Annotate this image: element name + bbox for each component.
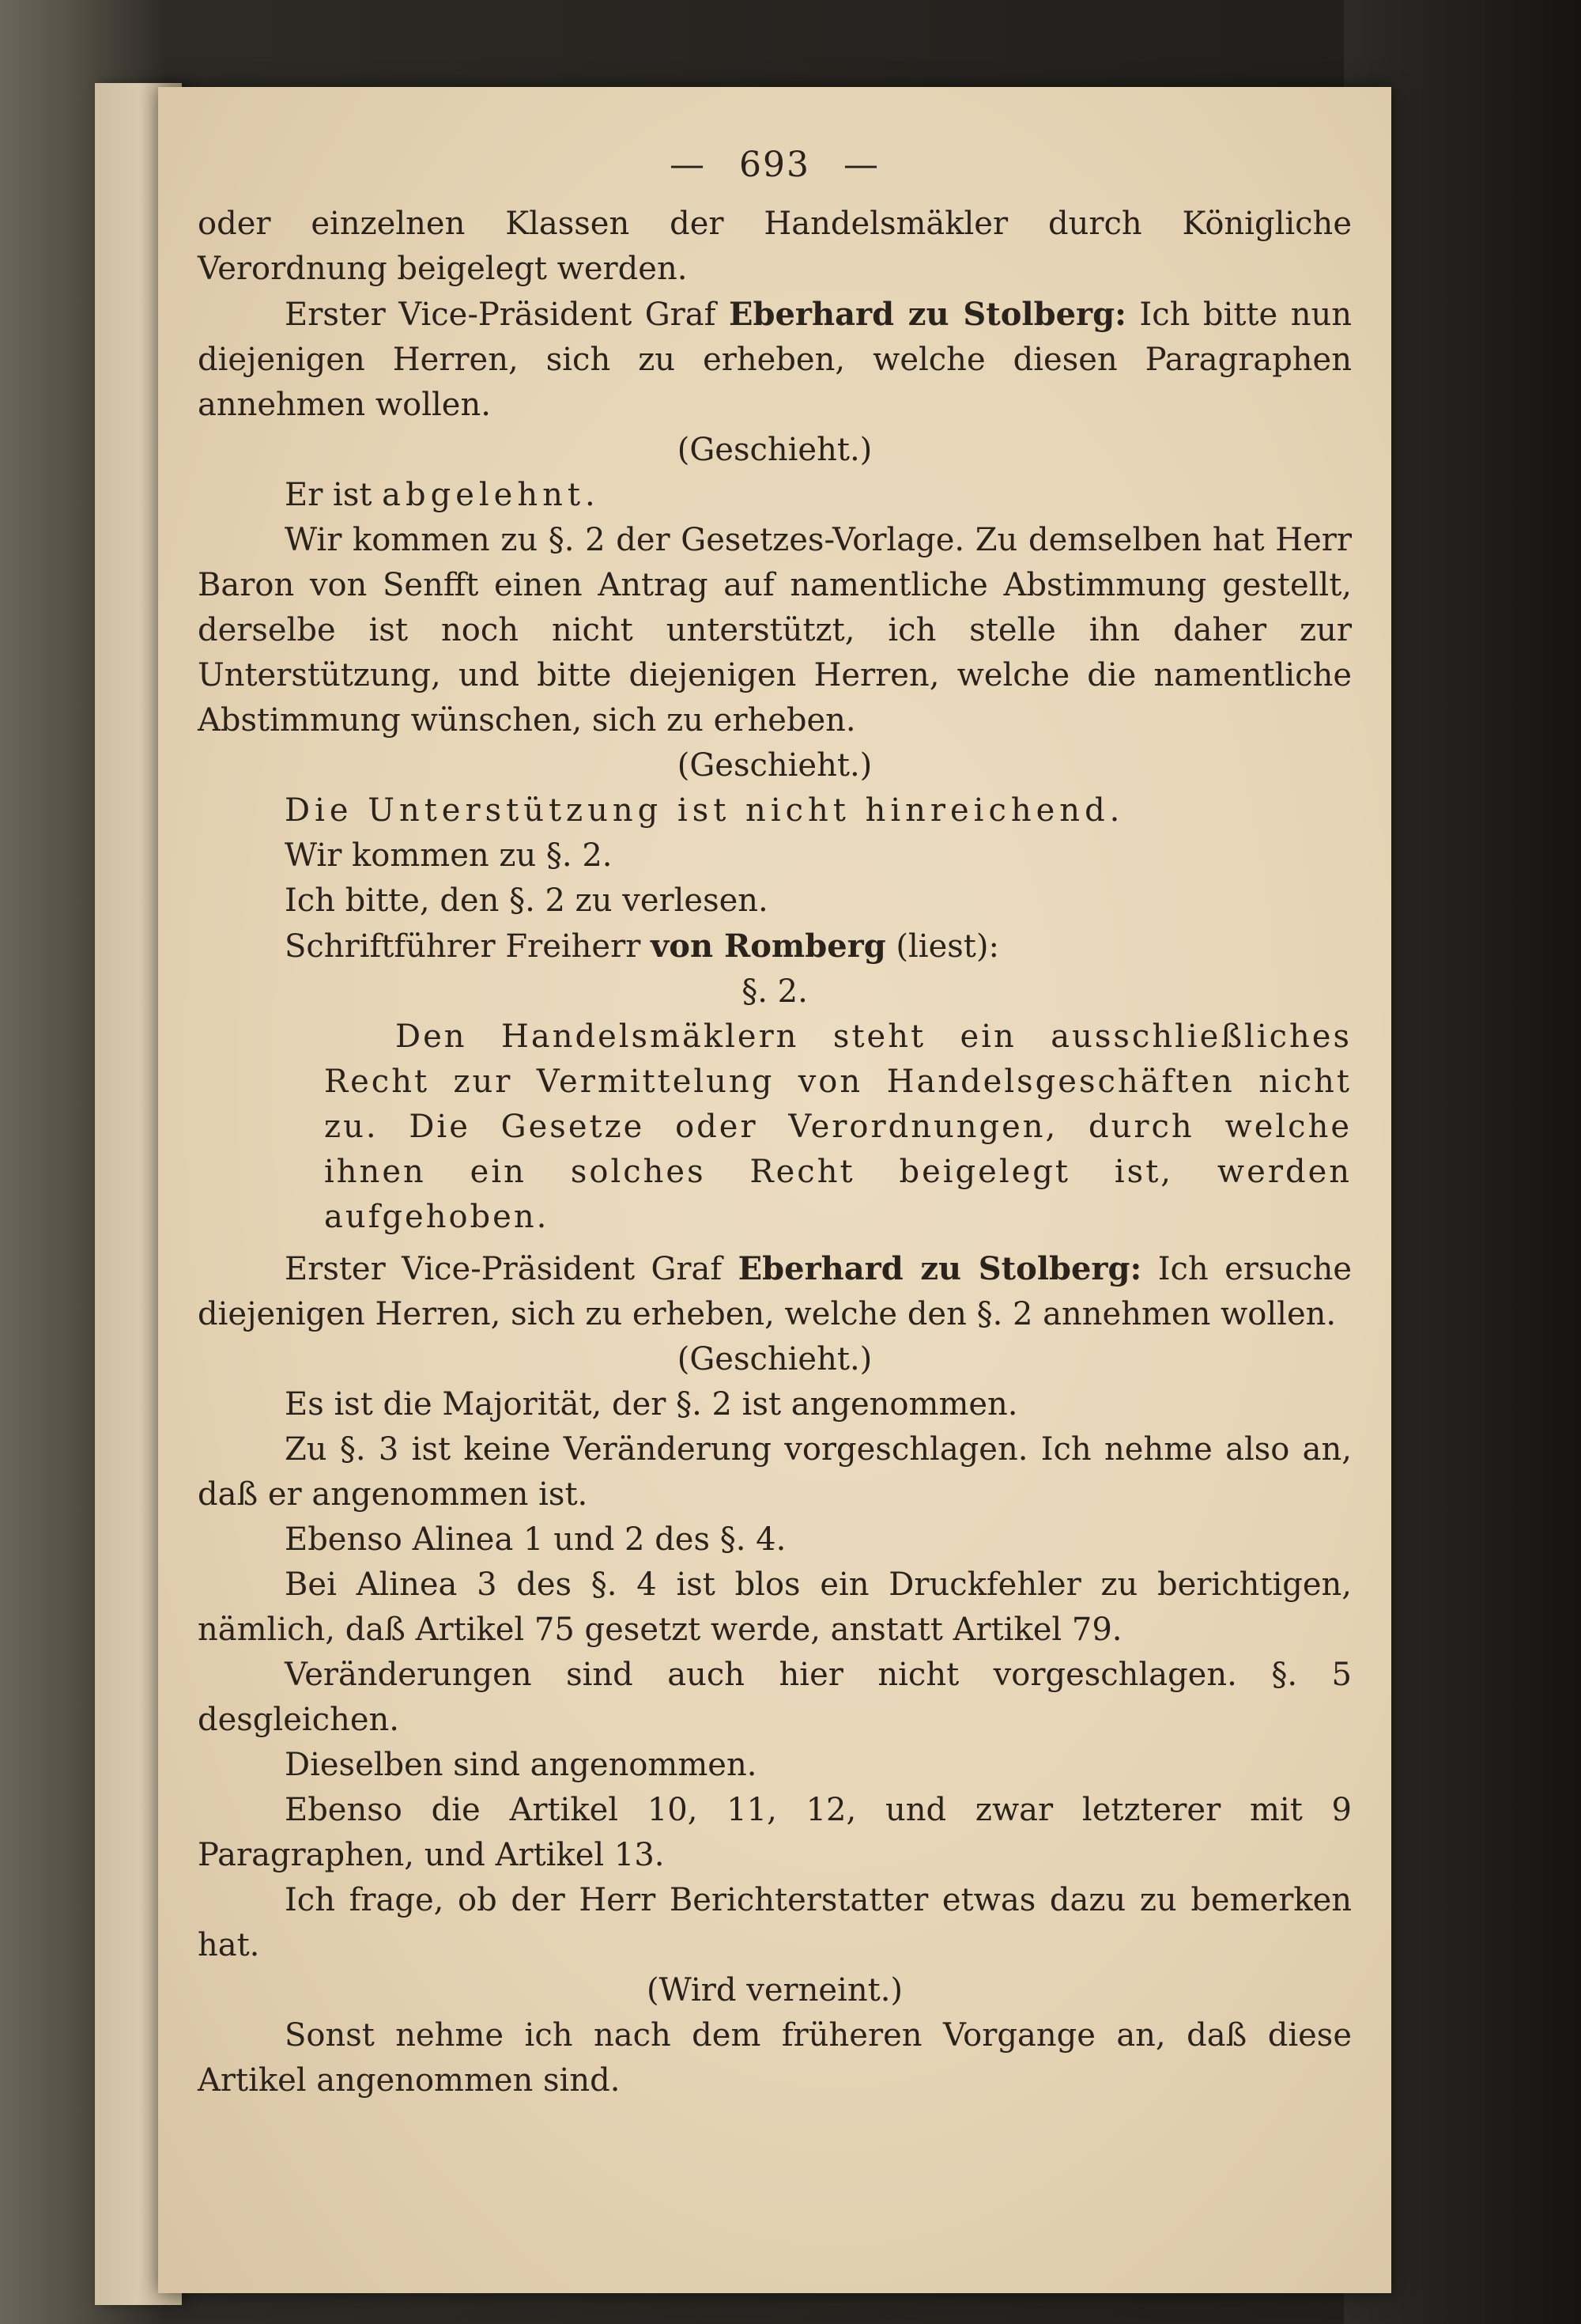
- paragraph-section-2: Wir kommen zu §. 2.: [285, 837, 613, 874]
- law-text-section-2: Den Handelsmäklern steht ein ausschließliches Recht zur Vermittelung von Handelsgeschäften nicht zu. Die Gesetze oder Verordnungen, durch welche ihnen ein solches Recht beigelegt ist, werden aufgehoben.: [324, 1018, 1352, 1235]
- paragraph-conclusion: Sonst nehme ich nach dem früheren Vorgange an, daß diese Artikel angenommen sind.: [198, 2017, 1352, 2099]
- paragraph-misprint: Bei Alinea 3 des §. 4 ist blos ein Druckfehler zu berichtigen, nämlich, daß Artikel 75 gesetzt werde, anstatt Artikel 79.: [198, 1566, 1352, 1648]
- paragraph-speaker-vice-president-2: Erster Vice-Präsident Graf Eberhard zu Stolberg: Ich ersuche diejenigen Herren, sich zu erheben, welche den §. 2 annehmen wollen.: [198, 1250, 1353, 1332]
- paragraph-section-2-motion: Wir kommen zu §. 2 der Gesetzes-Vorlage. Zu demselben hat Herr Baron von Senfft einen Antrag auf namentliche Abstimmung gestellt, derselbe ist noch nicht unterstützt, ich stelle ihn daher zur Unterstützung, und bitte diejenigen Herren, welche die namentliche Abstimmung wünschen, sich zu erheben.: [198, 522, 1352, 739]
- paragraph-no-changes: Veränderungen sind auch hier nicht vorgeschlagen. §. 5 desgleichen.: [198, 1657, 1352, 1738]
- paragraph-rapporteur-question: Ich frage, ob der Herr Berichterstatter etwas dazu zu bemerken hat.: [198, 1882, 1352, 1963]
- paragraph-section-3: Zu §. 3 ist keine Veränderung vorgeschlagen. Ich nehme also an, daß er angenommen ist.: [198, 1431, 1352, 1513]
- paragraph-section-4-alinea: Ebenso Alinea 1 und 2 des §. 4.: [285, 1521, 787, 1558]
- stage-direction: (Wird verneint.): [646, 1972, 904, 2008]
- paragraph-speaker-vice-president-1: Erster Vice-Präsident Graf Eberhard zu Stolberg: Ich bitte nun diejenigen Herren, sich zu erheben, welche diesen Paragraphen annehmen wollen.: [198, 296, 1352, 423]
- stage-direction: (Geschieht.): [677, 432, 873, 468]
- page-number: 693: [739, 145, 810, 185]
- paragraph-accepted: Dieselben sind angenommen.: [285, 1747, 757, 1783]
- paragraph-secretary: Schriftführer Freiherr von Romberg (liest):: [285, 928, 999, 965]
- paragraph-majority: Es ist die Majorität, der §. 2 ist angenommen.: [285, 1386, 1018, 1423]
- stage-direction: (Geschieht.): [677, 1341, 873, 1377]
- speaker-name: Eberhard zu Stolberg:: [738, 1250, 1142, 1287]
- paragraph-read-request: Ich bitte, den §. 2 zu verlesen.: [285, 882, 768, 919]
- paragraph-support-insufficient: Die Unterstützung ist nicht hinreichend.: [285, 792, 1125, 829]
- law-section-heading: §. 2.: [741, 973, 808, 1010]
- secretary-name: von Romberg: [651, 928, 886, 965]
- paragraph-continuation: oder einzelnen Klassen der Handelsmäkler durch Königliche Verordnung beigelegt werden.: [198, 206, 1352, 287]
- book-page: [158, 87, 1391, 2293]
- stage-direction: (Geschieht.): [677, 747, 873, 784]
- paragraph-rejected: Er ist abgelehnt.: [285, 477, 600, 513]
- header-dash-right: —: [843, 145, 880, 185]
- header-dash-left: —: [670, 145, 706, 185]
- paragraph-articles: Ebenso die Artikel 10, 11, 12, und zwar letzterer mit 9 Paragraphen, und Artikel 13.: [198, 1792, 1352, 1873]
- page-content: [198, 142, 1352, 2103]
- page-header: [198, 142, 1352, 187]
- speaker-name: Eberhard zu Stolberg:: [729, 296, 1126, 333]
